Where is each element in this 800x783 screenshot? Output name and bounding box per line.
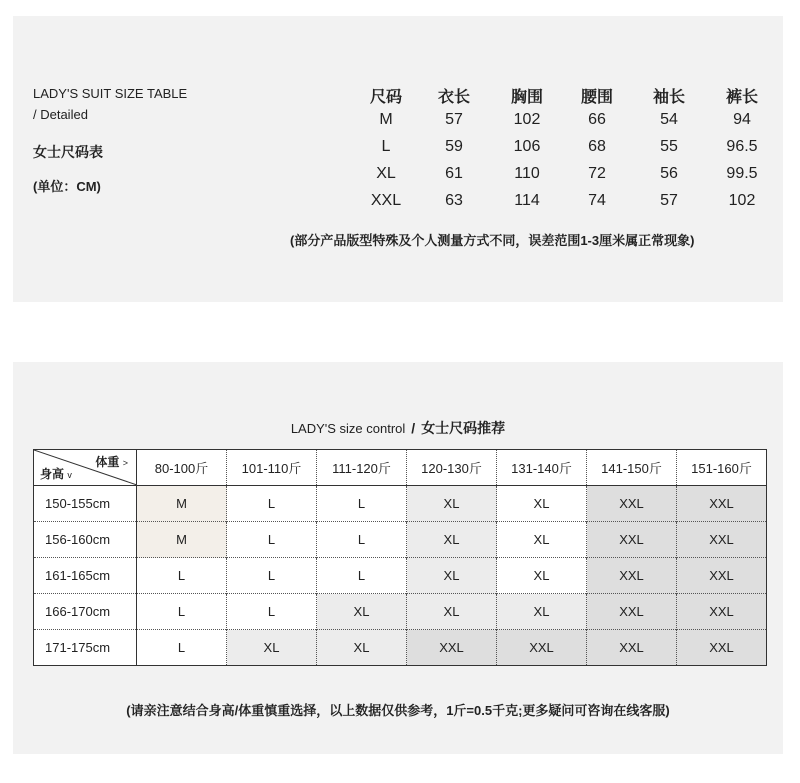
recommend-title-separator: /: [411, 420, 416, 436]
size-table-header-cell: 胸围: [510, 89, 543, 106]
size-table-cell: L: [381, 138, 391, 155]
weight-header-cell: 151-160斤: [677, 450, 767, 486]
recommend-title: [13, 418, 783, 438]
size-cell: L: [227, 558, 317, 594]
size-cell: XL: [317, 630, 407, 666]
recommend-note: (请亲注意结合身高/体重慎重选择，以上数据仅供参考，1斤=0.5千克;更多疑问可咨询在线客服): [126, 703, 670, 718]
weight-header-cell: 111-120斤: [317, 450, 407, 486]
size-table-cell: 114: [514, 192, 540, 209]
size-cell: XXL: [497, 630, 587, 666]
height-row-header: 156-160cm: [34, 522, 137, 558]
size-table-header-cell: 裤长: [725, 89, 758, 106]
size-cell: XL: [227, 630, 317, 666]
size-table-cell: XL: [376, 165, 396, 182]
size-cell: XXL: [587, 558, 677, 594]
size-table-cell: 54: [660, 111, 678, 128]
size-cell: L: [137, 558, 227, 594]
size-cell: L: [317, 486, 407, 522]
size-cell: XXL: [677, 558, 767, 594]
size-table-cell: M: [379, 111, 393, 128]
right-arrow-icon: >: [122, 458, 128, 468]
corner-height-text: 身高: [40, 467, 65, 481]
size-cell: XL: [317, 594, 407, 630]
size-cell: L: [227, 486, 317, 522]
weight-header-cell: 101-110斤: [227, 450, 317, 486]
recommend-header-row: [34, 450, 767, 486]
size-table-cell: 102: [728, 192, 756, 209]
size-cell: XXL: [587, 522, 677, 558]
size-cell: XL: [407, 522, 497, 558]
size-cell: XXL: [407, 630, 497, 666]
size-cell: XL: [407, 594, 497, 630]
size-cell: L: [317, 522, 407, 558]
size-table-cell: 63: [445, 192, 463, 209]
size-table-cell: 106: [513, 138, 541, 155]
size-cell: M: [137, 522, 227, 558]
corner-header-cell: [34, 450, 137, 486]
height-row-header: 161-165cm: [34, 558, 137, 594]
size-table-cell: 96.5: [726, 138, 758, 155]
size-cell: L: [317, 558, 407, 594]
height-row-header: 166-170cm: [34, 594, 137, 630]
size-cell: L: [137, 594, 227, 630]
size-table-cell: XXL: [370, 192, 402, 209]
size-recommend-panel: [13, 362, 783, 754]
size-table-cell: 66: [588, 111, 606, 128]
size-table-header-cell: 衣长: [437, 89, 470, 106]
table-row: [34, 522, 767, 558]
size-table-title-cn: 女士尺码表: [33, 144, 103, 160]
size-table-cell: 102: [513, 111, 541, 128]
size-table-cell: 72: [588, 165, 606, 182]
size-cell: L: [227, 522, 317, 558]
weight-header-cell: 141-150斤: [587, 450, 677, 486]
size-cell: XXL: [677, 594, 767, 630]
recommend-title-cn: 女士尺码推荐: [421, 420, 506, 436]
size-cell: XXL: [587, 486, 677, 522]
recommend-title-en: LADY'S size control: [290, 421, 406, 436]
size-table-cell: 56: [660, 165, 678, 182]
size-cell: XL: [497, 558, 587, 594]
size-table-header-cell: 尺码: [369, 89, 402, 106]
height-row-header: 150-155cm: [34, 486, 137, 522]
size-cell: L: [227, 594, 317, 630]
size-cell: XXL: [677, 630, 767, 666]
size-cell: XL: [497, 594, 587, 630]
size-table-note: (部分产品版型特殊及个人测量方式不同，误差范围1-3厘米属正常现象): [290, 233, 695, 248]
size-cell: XXL: [587, 594, 677, 630]
corner-weight-text: 体重: [95, 455, 120, 469]
weight-header-cell: 131-140斤: [497, 450, 587, 486]
size-table-cell: 57: [660, 192, 678, 209]
size-cell: XL: [497, 486, 587, 522]
table-row: [34, 630, 767, 666]
size-cell: XL: [497, 522, 587, 558]
corner-height-label: [40, 465, 72, 482]
size-table-panel: [13, 16, 783, 302]
size-cell: XXL: [587, 630, 677, 666]
height-row-header: 171-175cm: [34, 630, 137, 666]
size-table-cell: 57: [445, 111, 463, 128]
size-cell: XXL: [677, 486, 767, 522]
size-cell: L: [137, 630, 227, 666]
weight-header-cell: 120-130斤: [407, 450, 497, 486]
size-table-cell: 94: [733, 111, 751, 128]
weight-header-cell: 80-100斤: [137, 450, 227, 486]
table-row: [34, 594, 767, 630]
size-cell: XL: [407, 486, 497, 522]
corner-weight-label: [95, 453, 128, 470]
size-table-subtitle-en: / Detailed: [33, 107, 88, 122]
size-table-cell: 61: [445, 165, 463, 182]
table-row: [34, 558, 767, 594]
size-table-cell: 68: [588, 138, 606, 155]
size-recommend-table: [33, 449, 767, 666]
size-table-cell: 99.5: [726, 165, 758, 182]
table-row: [34, 486, 767, 522]
size-table-title-en: LADY'S SUIT SIZE TABLE: [33, 86, 188, 101]
size-cell: XXL: [677, 522, 767, 558]
down-arrow-icon: v: [67, 470, 72, 480]
size-table-unit: (单位：CM): [33, 179, 101, 194]
size-table-header-cell: 腰围: [580, 89, 613, 106]
size-cell: M: [137, 486, 227, 522]
size-table-cell: 59: [445, 138, 463, 155]
size-table-cell: 74: [588, 192, 606, 209]
size-table-cell: 110: [514, 165, 540, 182]
size-table-header-cell: 袖长: [652, 89, 685, 106]
size-cell: XL: [407, 558, 497, 594]
size-table-cell: 55: [660, 138, 678, 155]
